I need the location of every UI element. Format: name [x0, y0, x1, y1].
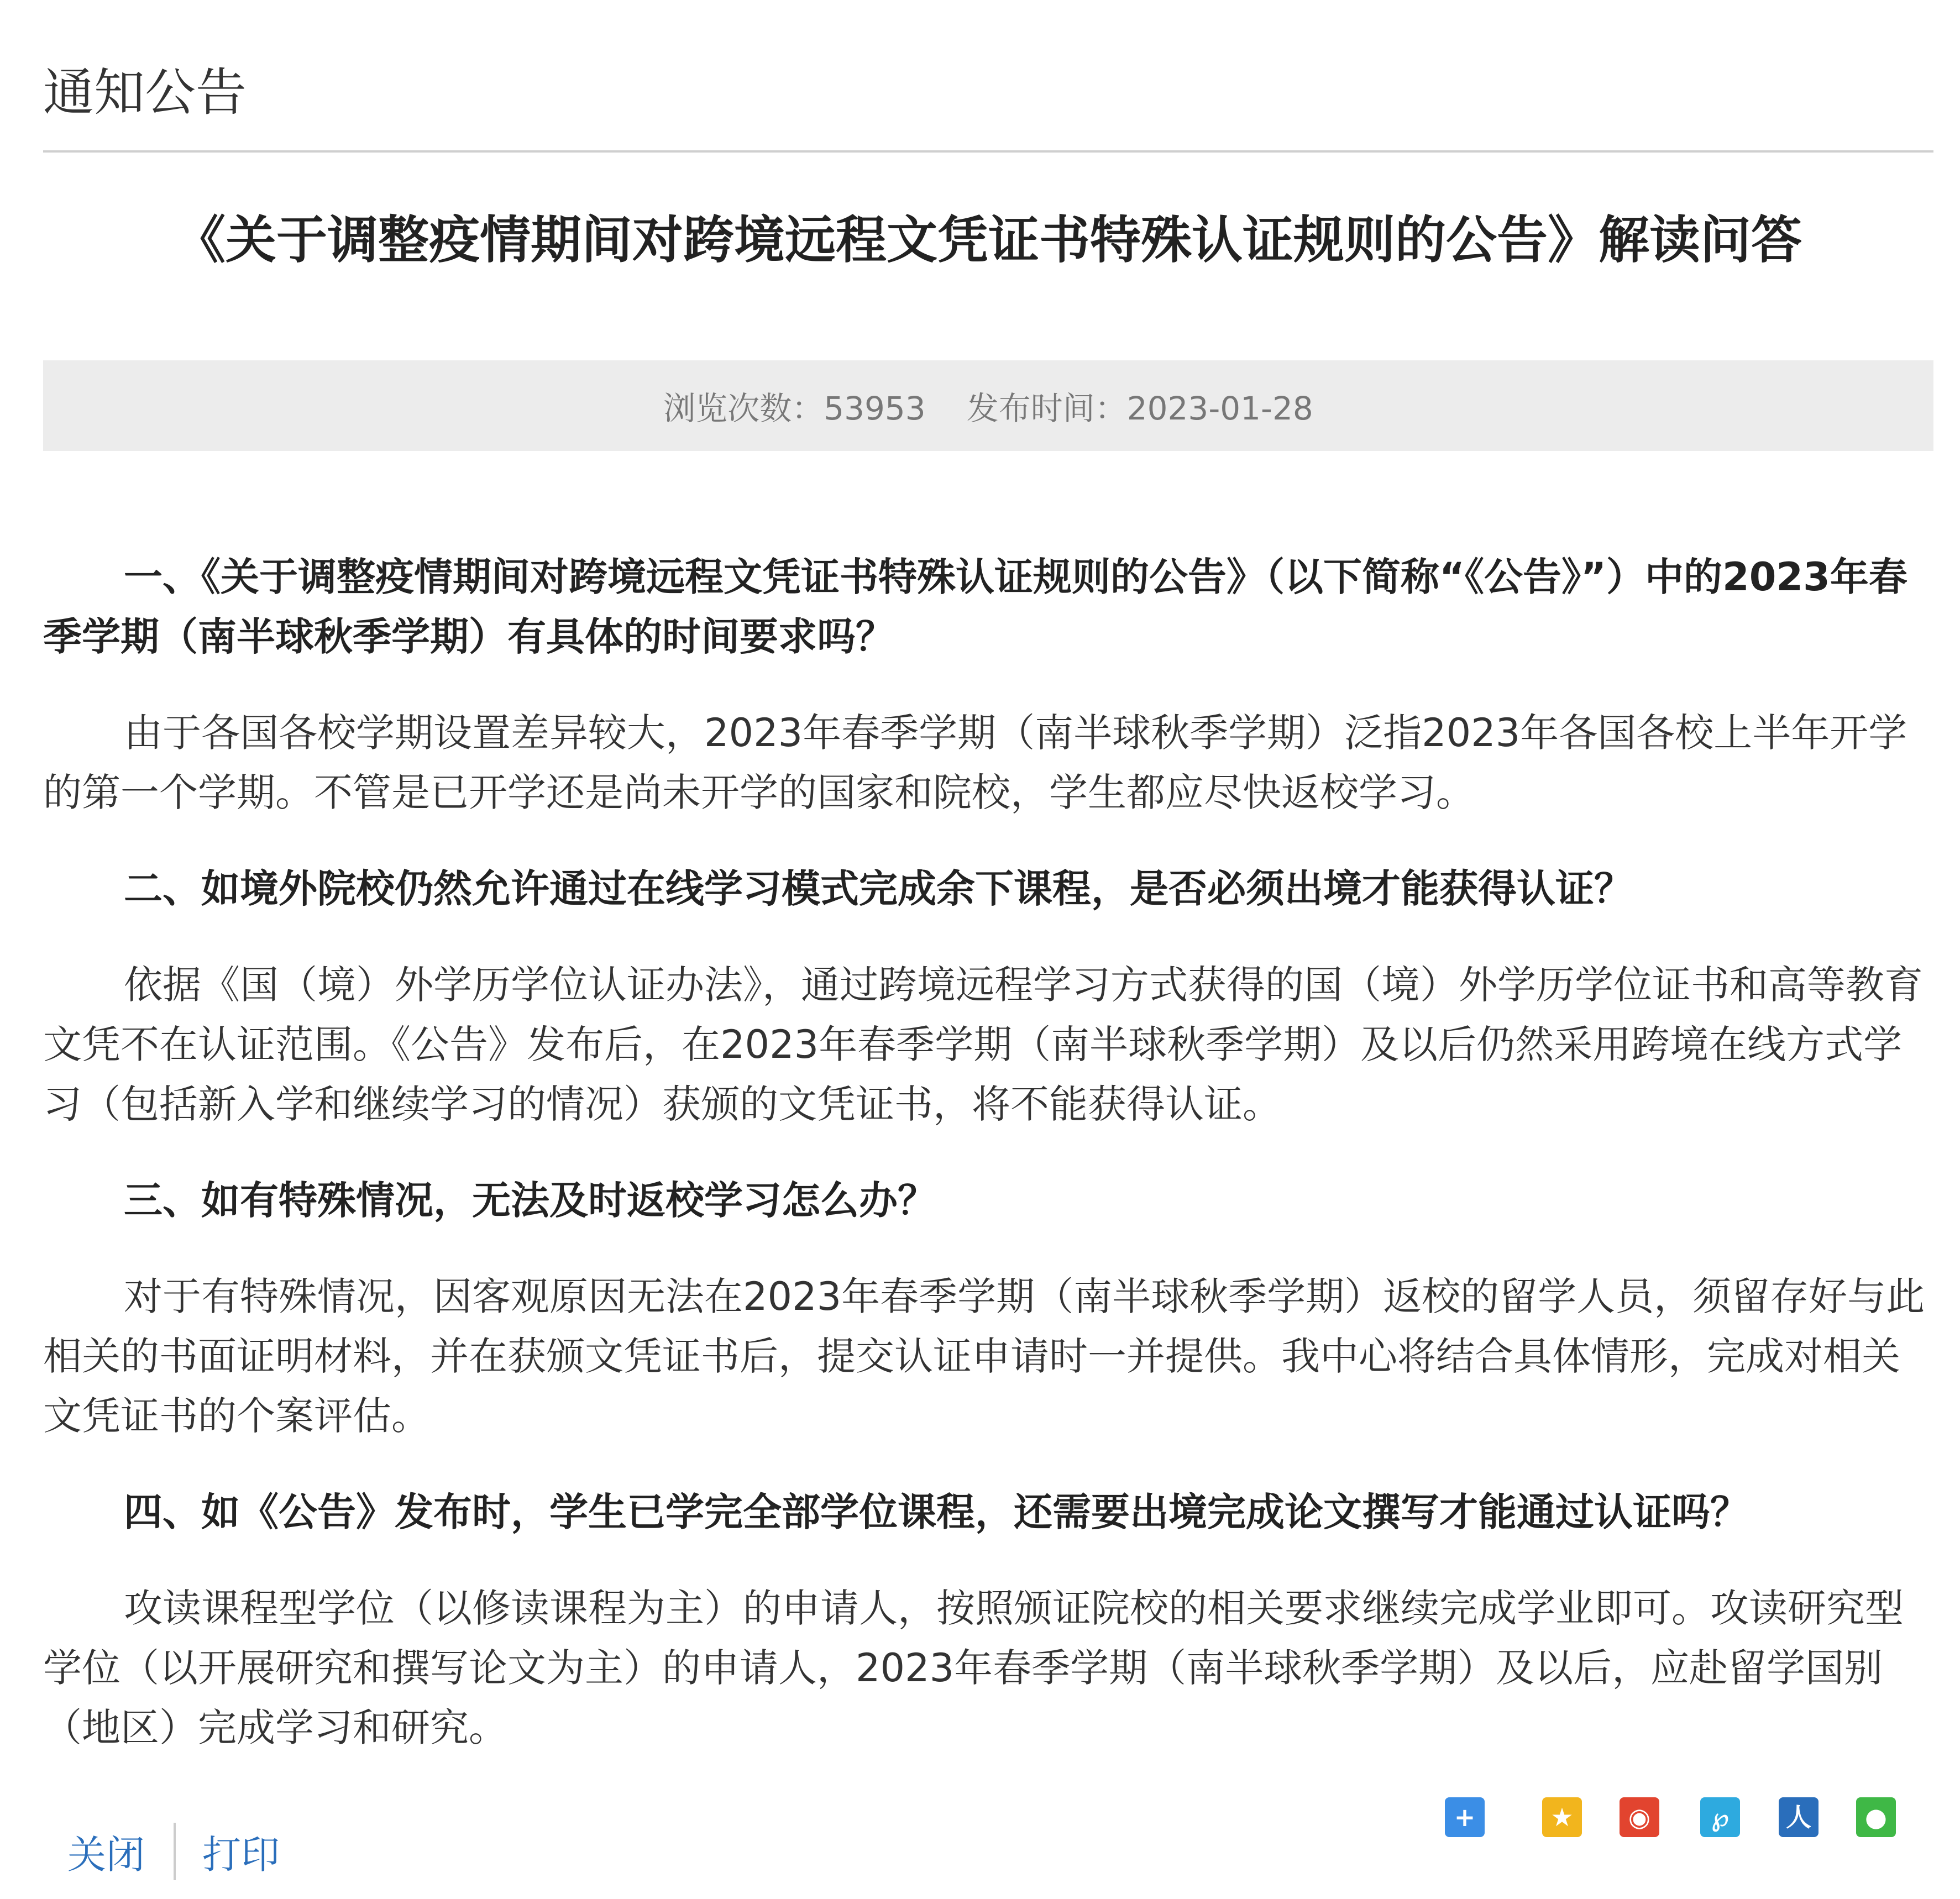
- footer-links: [67, 1818, 280, 1885]
- section-title: 通知公告: [43, 63, 247, 122]
- share-more-icon[interactable]: +: [1445, 1797, 1485, 1837]
- article-title: 《关于调整疫情期间对跨境远程文凭证书特殊认证规则的公告》解读问答: [174, 211, 1802, 270]
- share-qzone-icon[interactable]: ★: [1542, 1797, 1582, 1837]
- print-link[interactable]: 打印: [202, 1832, 280, 1877]
- question-paragraph: 一、《关于调整疫情期间对跨境远程文凭证书特殊认证规则的公告》（以下简称“《公告》”）中的2023年春季学期（南半球秋季学期）有具体的时间要求吗？: [43, 554, 1907, 659]
- share-weibo-icon[interactable]: ◉: [1620, 1797, 1659, 1837]
- question-paragraph: 二、如境外院校仍然允许通过在线学习模式完成余下课程，是否必须出境才能获得认证？: [124, 866, 1633, 911]
- header-divider: [43, 150, 1933, 153]
- answer-paragraph: 对于有特殊情况，因客观原因无法在2023年春季学期（南半球秋季学期）返校的留学人员，须留存好与此相关的书面证明材料，并在获颁文凭证书后，提交认证申请时一并提供。我中心将结合具体情形，完成对相关文凭证书的个案评估。: [43, 1274, 1925, 1439]
- share-tencent-weibo-icon[interactable]: ℘: [1700, 1797, 1740, 1837]
- answer-paragraph: 依据《国（境）外学历学位认证办法》，通过跨境远程学习方式获得的国（境）外学历学位证书和高等教育文凭不在认证范围。《公告》发布后，在2023年春季学期（南半球秋季学期）及以后仍然采用跨境在线方式学习（包括新入学和继续学习的情况）获颁的文凭证书，将不能获得认证。: [43, 962, 1923, 1127]
- answer-paragraph: 由于各国各校学期设置差异较大，2023年春季学期（南半球秋季学期）泛指2023年各国各校上半年开学的第一个学期。不管是已开学还是尚未开学的国家和院校，学生都应尽快返校学习。: [43, 710, 1907, 815]
- share-toolbar: [1445, 1797, 1931, 1839]
- answer-paragraph: 攻读课程型学位（以修读课程为主）的申请人，按照颁证院校的相关要求继续完成学业即可。攻读研究型学位（以开展研究和撰写论文为主）的申请人，2023年春季学期（南半球秋季学期）及以后，应赴留学国别（地区）完成学习和研究。: [43, 1586, 1904, 1750]
- question-paragraph: 四、如《公告》发布时，学生已学完全部学位课程，还需要出境完成论文撰写才能通过认证吗？: [124, 1489, 1749, 1535]
- close-link[interactable]: 关闭: [67, 1832, 145, 1877]
- view-count: 浏览次数：53953: [663, 390, 926, 427]
- notice-page: [43, 0, 1933, 1899]
- question-paragraph: 三、如有特殊情况，无法及时返校学习怎么办？: [124, 1178, 936, 1223]
- footer-link-divider: [174, 1823, 176, 1880]
- article-content: [43, 547, 1933, 1758]
- share-wechat-icon[interactable]: ●: [1856, 1797, 1896, 1837]
- article-meta-bar: [43, 360, 1933, 451]
- share-renren-icon[interactable]: 人: [1779, 1797, 1818, 1837]
- publish-date: 发布时间：2023-01-28: [966, 390, 1313, 427]
